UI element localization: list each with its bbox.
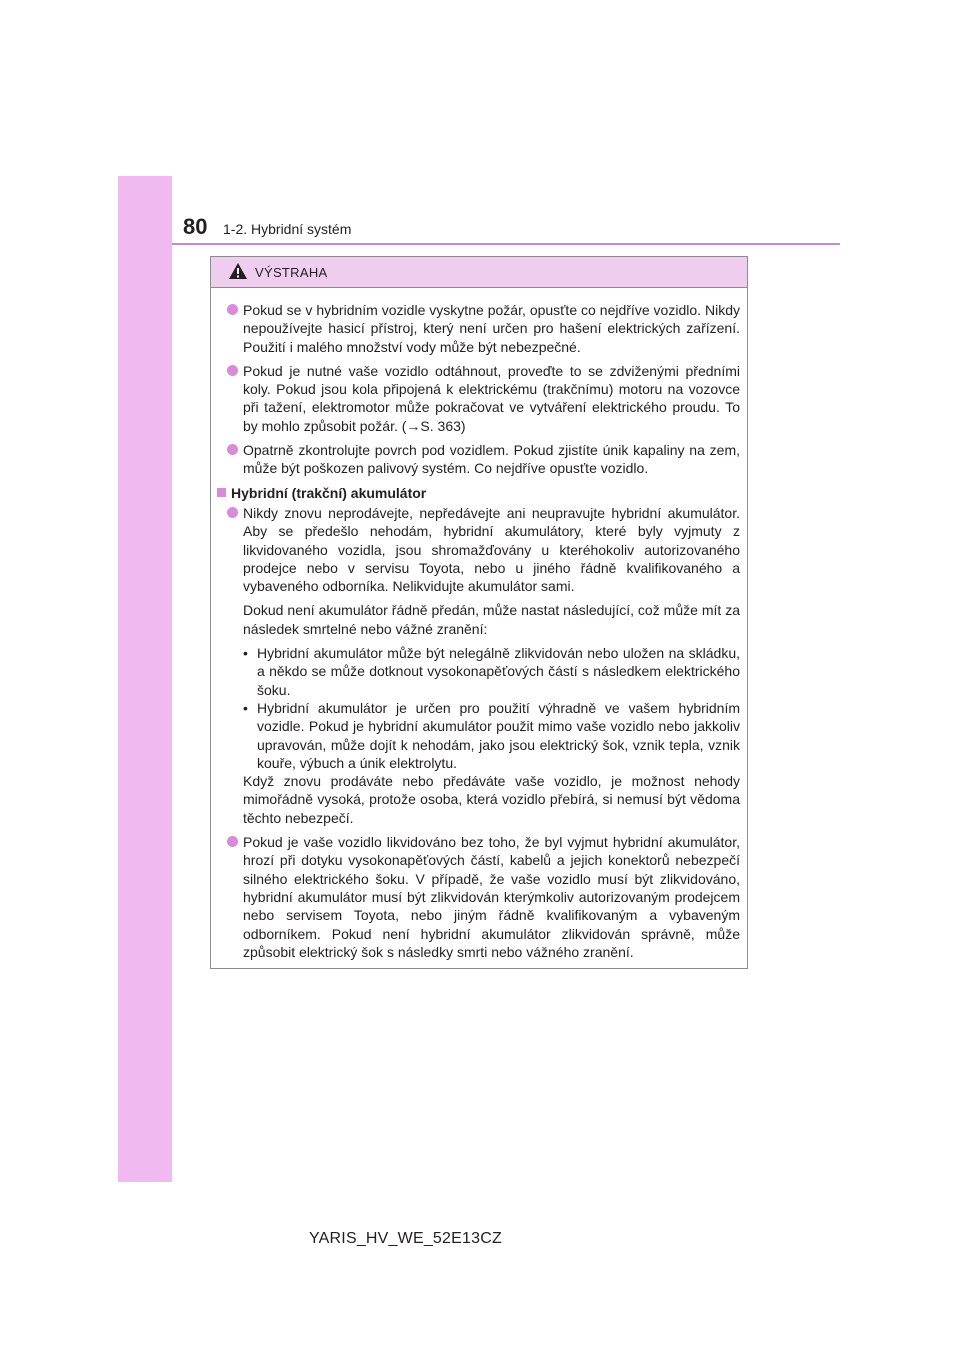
bullet-dot-icon bbox=[227, 365, 238, 376]
bullet-dot-icon bbox=[227, 444, 238, 455]
warning-box bbox=[210, 256, 748, 969]
warning-body bbox=[211, 301, 747, 967]
battery-subheading bbox=[215, 484, 740, 502]
warning-item-battery-resale bbox=[215, 504, 740, 595]
square-bullet-icon bbox=[217, 488, 226, 497]
header-rule bbox=[172, 243, 840, 245]
bullet-dot-icon bbox=[227, 836, 238, 847]
warning-title: VÝSTRAHA bbox=[255, 265, 328, 280]
warning-triangle-icon bbox=[228, 262, 248, 280]
warning-item-text: Opatrně zkontrolujte povrch pod vozidlem. Pokud zjistíte únik kapaliny na zem, může být poškozen palivový systém. Co nejdříve opusťte vozidlo. bbox=[243, 442, 740, 477]
bullet-text: Hybridní akumulátor může být nelegálně zlikvidován nebo uložen na skládku, a někdo se může dotknout vysokonapěťových částí s následkem elektrického šoku. bbox=[257, 645, 740, 698]
warning-item-towing bbox=[215, 362, 740, 435]
chapter-side-band bbox=[118, 176, 172, 1182]
warning-item-text: Pokud se v hybridním vozidle vyskytne požár, opusťte co nejdříve vozidlo. Nikdy nepoužívejte hasicí přístroj, který není určen pro hašení elektrických zařízení. Použití i malého množství vody může být nebezpečné. bbox=[243, 302, 740, 355]
warning-item-fire bbox=[215, 301, 740, 356]
bullet-mark: • bbox=[243, 645, 248, 662]
warning-item-text: Pokud je vaše vozidlo likvidováno bez toho, že byl vyjmut hybridní akumulátor, hrozí při dotyku vysokonapěťových částí, kabelů a jejich konektorů nebezpečí silného elektrického šoku. V případě, že vaše vozidlo musí být zlikvidováno, hybridní akumulátor musí být zlikvidován kterýmkoliv autorizovaným prodejcem nebo servisem Toyota, nebo jiným řádně kvalifikovaným a vybaveným odborníkem. Pokud není hybridní akumulátor zlikvidován správně, může způsobit elektrický šok s následky smrti nebo vážného zranění. bbox=[243, 834, 740, 960]
battery-resale-note: Když znovu prodáváte nebo předáváte vaše vozidlo, je možnost nehody mimořádně vysoká, protože osoba, která vozidlo přebírá, si nemusí být vědoma těchto nebezpečí. bbox=[243, 773, 740, 826]
battery-risk-bullet bbox=[215, 699, 740, 772]
warning-item-leak bbox=[215, 441, 740, 478]
warning-item-disposal bbox=[215, 833, 740, 961]
battery-risk-bullet bbox=[215, 644, 740, 699]
page-number: 80 bbox=[183, 214, 208, 239]
bullet-mark: • bbox=[243, 699, 248, 716]
warning-item-text: Pokud je nutné vaše vozidlo odtáhnout, proveďte to se zdviženými předními koly. Pokud jsou kola připojená k elektrickému (trakčnímu) motoru na vozovce při tažení, elektromotor může pokračovat ve vytváření elektrického proudu. To by mohlo způsobit požár. (→S. 363) bbox=[243, 362, 740, 434]
warning-header bbox=[211, 257, 747, 288]
subheading-text: Hybridní (trakční) akumulátor bbox=[231, 484, 427, 501]
warning-item-text: Nikdy znovu neprodávejte, nepředávejte ani neupravujte hybridní akumulátor. Aby se předešlo nehodám, hybridní akumulátory, které byly vyjmuty z likvidovaného vozidla, jsou shromažďovány u kteréhokoliv autorizovaného prodejce nebo v servisu Toyota, nebo u jiného řádně kvalifikovaného a vybaveného odborníka. Nelikvidujte akumulátor sami. bbox=[243, 504, 740, 595]
section-title: 1-2. Hybridní systém bbox=[223, 221, 352, 237]
battery-consequence-intro: Dokud není akumulátor řádně předán, může nastat následující, což může mít za následek smrtelné nebo vážné zranění: bbox=[243, 602, 740, 637]
document-code: YARIS_HV_WE_52E13CZ bbox=[309, 1230, 502, 1247]
bullet-text: Hybridní akumulátor je určen pro použití výhradně ve vašem hybridním vozidle. Pokud je hybridní akumulátor použit mimo vaše vozidlo nebo jakkoliv upravován, může dojít k nehodám, jako jsou elektrický šok, vznik tepla, vznik kouře, výbuch a únik elektrolytu. bbox=[257, 699, 740, 771]
bullet-dot-icon bbox=[227, 507, 238, 518]
bullet-dot-icon bbox=[227, 304, 238, 315]
